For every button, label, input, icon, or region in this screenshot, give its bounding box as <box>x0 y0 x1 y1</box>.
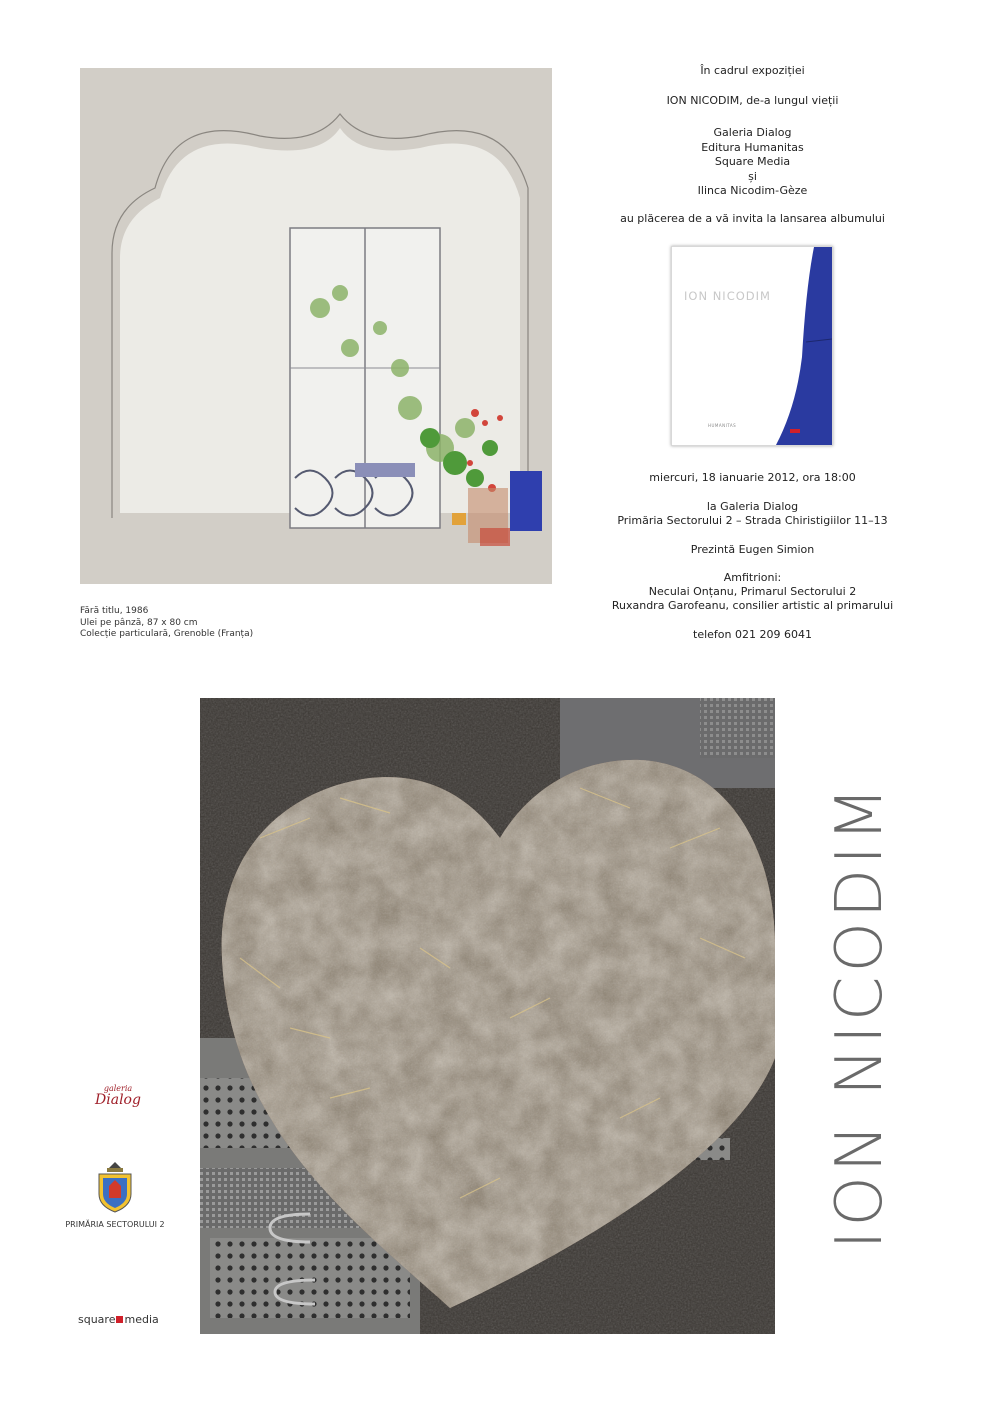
heart-collage-artwork <box>200 698 775 1334</box>
galeria-logo-big-text: Dialog <box>95 1092 141 1108</box>
primaria-label: PRIMĂRIA SECTORULUI 2 <box>65 1220 165 1229</box>
painting-fara-titlu <box>80 68 552 584</box>
invite-intro: În cadrul expoziției <box>700 64 805 77</box>
organizer-conjunction: și <box>748 169 757 183</box>
album-cover <box>671 246 833 446</box>
venue-line-1: la Galeria Dialog <box>706 500 799 513</box>
caption-collection: Colecție particulară, Grenoble (Franța) <box>80 629 254 639</box>
galeria-logo-small-text: galeria <box>103 1084 133 1093</box>
invite-line: au plăcerea de a vă invita la lansarea albumului <box>620 212 885 225</box>
organizer-humanitas: Editura Humanitas <box>701 140 804 154</box>
presenter: Prezintă Eugen Simion <box>690 543 815 556</box>
galeria-dialog-logo <box>88 1084 148 1107</box>
organizer-square-media: Square Media <box>714 155 791 168</box>
vertical-artist-name: ION NICODIM <box>823 782 897 1250</box>
caption-title: Fără titlu, 1986 <box>80 606 149 616</box>
square-mark-icon <box>116 1316 123 1323</box>
painting-caption <box>80 606 380 641</box>
host-1: Neculai Onțanu, Primarul Sectorului 2 <box>648 585 857 598</box>
organizer-galeria-dialog: Galeria Dialog <box>713 126 792 139</box>
organizer-ilinca: Ilinca Nicodim-Gèze <box>697 184 808 197</box>
host-2: Ruxandra Garofeanu, consilier artistic al primarului <box>611 599 894 612</box>
album-cover-title: ION NICODIM <box>684 289 771 303</box>
square-media-logo <box>78 1313 159 1326</box>
exhibition-title: ION NICODIM, de-a lungul vieții <box>666 94 839 107</box>
organizers-list <box>585 126 920 199</box>
coat-of-arms-icon <box>95 1160 135 1214</box>
venue-line-2: Primăria Sectorului 2 – Strada Chiristigiilor 11–13 <box>617 514 888 527</box>
album-cover-publisher: HUMANITAS <box>708 423 737 428</box>
hosts-label: Amfitrioni: <box>723 571 782 584</box>
primaria-logo <box>60 1160 170 1229</box>
caption-medium: Ulei pe pânză, 87 x 80 cm <box>80 617 198 628</box>
event-date-time: miercuri, 18 ianuarie 2012, ora 18:00 <box>649 471 856 484</box>
phone: telefon 021 209 6041 <box>693 628 812 641</box>
square-logo-left: square <box>78 1313 116 1326</box>
square-logo-right: media <box>124 1313 159 1326</box>
